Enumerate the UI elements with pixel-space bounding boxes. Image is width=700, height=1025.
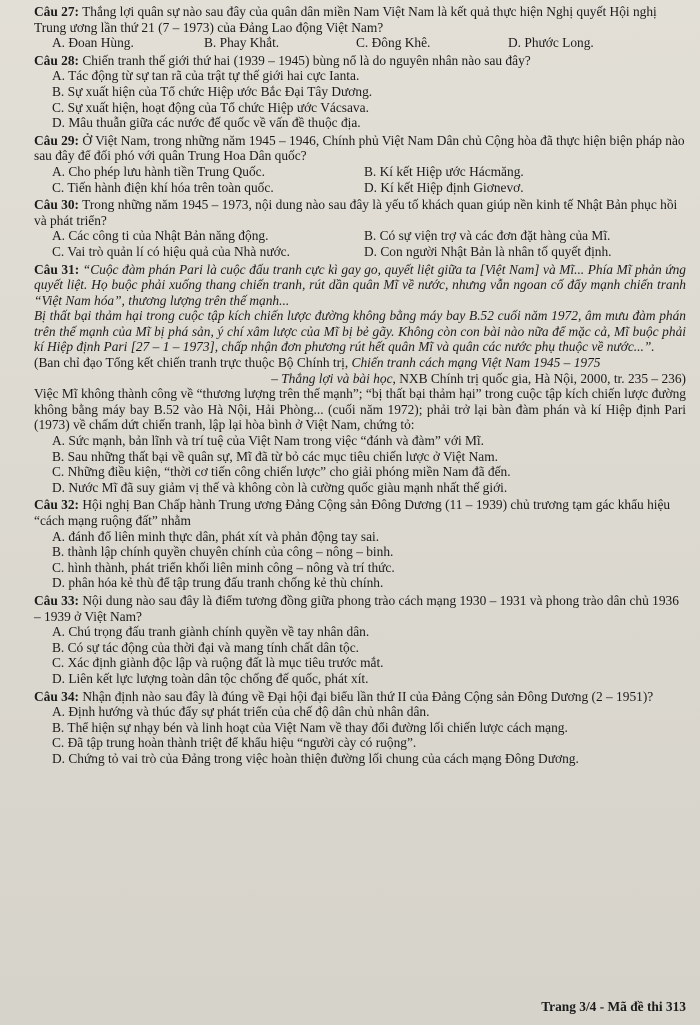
option-c[interactable]: C. Đã tập trung hoàn thành triệt để khẩu hiệu “người cày có ruộng”. (52, 735, 417, 751)
option-d[interactable]: D. Mâu thuẫn giữa các nước đế quốc về vấn đề thuộc địa. (52, 115, 361, 131)
option-d[interactable]: D. Liên kết lực lượng toàn dân tộc chống đế quốc, phát xít. (52, 670, 369, 686)
option-a[interactable]: A. Sức mạnh, bản lĩnh và trí tuệ của Việt Nam trong việc “đánh và đàm” với Mĩ. (52, 433, 485, 449)
question-30 (34, 197, 686, 259)
option-d[interactable]: D. Chứng tỏ vai trò của Đảng trong việc hoàn thiện đường lối chung của cách mạng Đông Dương. (52, 750, 579, 766)
question-28 (34, 53, 686, 131)
question-label: Câu 33: (34, 592, 80, 608)
question-27 (34, 4, 686, 51)
options-grid (52, 164, 686, 195)
option-d[interactable]: D. Phước Long. (508, 35, 594, 51)
option-b[interactable]: B. Có sự tác động của thời đại và mang tính chất dân tộc. (52, 639, 360, 655)
option-d[interactable]: D. Nước Mĩ đã suy giảm vị thế và không còn là cường quốc giàu mạnh nhất thế giới. (52, 479, 508, 495)
option-a[interactable]: A. Đoan Hùng. (52, 35, 134, 51)
options-grid (52, 228, 686, 259)
quote-paragraph-1: “Cuộc đàm phán Pari là cuộc đấu tranh cực kì gay go, quyết liệt giữa ta [Việt Nam] và Mĩ... Phía Mĩ phản ứng quyết liệt. Họ buộc phải xuống thang chiến tranh, rút dần quân Mĩ về nước, nhưng vẫn ngoan cố đẩy mạnh chiến tranh “Việt Nam hóa”, thương lượng trên thế mạnh... (34, 261, 686, 308)
question-29 (34, 133, 686, 195)
option-c[interactable]: C. Xác định giành độc lập và ruộng đất là mục tiêu trước mắt. (52, 655, 384, 671)
question-text: Nhận định nào sau đây là đúng về Đại hội đại biểu lần thứ II của Đảng Cộng sản Đông Dương (2 – 1951)? (82, 688, 654, 704)
option-d[interactable]: D. Con người Nhật Bản là nhân tố quyết định. (364, 243, 612, 259)
option-d[interactable]: D. Kí kết Hiệp định Giơnevơ. (364, 179, 524, 195)
options-row (52, 35, 686, 51)
question-32 (34, 497, 686, 591)
question-label: Câu 31: (34, 261, 80, 277)
option-a[interactable]: A. đánh đổ liên minh thực dân, phát xít và phản động tay sai. (52, 528, 380, 544)
option-b[interactable]: B. thành lập chính quyền chuyên chính của công – nông – binh. (52, 544, 394, 560)
option-b[interactable]: B. Kí kết Hiệp ước Hácmăng. (364, 163, 524, 179)
option-a[interactable]: A. Định hướng và thúc đẩy sự phát triển của chế độ dân chủ nhân dân. (52, 704, 430, 720)
option-c[interactable]: C. Sự xuất hiện, hoạt động của Tổ chức Hiệp ước Vácsava. (52, 99, 369, 115)
question-label: Câu 34: (34, 688, 80, 704)
question-34 (34, 689, 686, 767)
question-text: Thắng lợi quân sự nào sau đây của quân dân miền Nam Việt Nam là kết quả thực hiện Nghị quyết Hội nghị Trung ương lần thứ 21 (7 – 1973) của Đảng Lao động Việt Nam? (34, 4, 657, 35)
option-a[interactable]: A. Tác động từ sự tan rã của trật tự thế giới hai cực Ianta. (52, 68, 360, 84)
quote-paragraph-2: Bị thất bại thảm hại trong cuộc tập kích chiến lược đường không bằng máy bay B.52 cuối năm 1972, âm mưu đàm phán trên thế mạnh của Mĩ bị phá sản, ý chí xâm lược của Mĩ bị bẻ gãy. Không còn con bài nào nữa để mặc cả, Mĩ buộc phải kí Hiệp định Pari [27 – 1 – 1973], chấp nhận đơn phương rút hết quân Mĩ và quân các nước phụ thuộc về nước...”. (34, 308, 686, 355)
option-b[interactable]: B. Sự xuất hiện của Tổ chức Hiệp ước Bắc Đại Tây Dương. (52, 83, 373, 99)
option-b[interactable]: B. Thể hiện sự nhạy bén và linh hoạt của Việt Nam về thay đổi đường lối chiến lược cách mạng. (52, 719, 568, 735)
option-c[interactable]: C. Những điều kiện, “thời cơ tiến công chiến lược” cho giải phóng miền Nam đã đến. (52, 464, 511, 480)
option-a[interactable]: A. Các công ti của Nhật Bản năng động. (52, 228, 269, 244)
question-label: Câu 32: (34, 497, 80, 513)
option-c[interactable]: C. Vai trò quản lí có hiệu quả của Nhà nước. (52, 243, 290, 259)
option-a[interactable]: A. Cho phép lưu hành tiền Trung Quốc. (52, 163, 265, 179)
option-d[interactable]: D. phân hóa kẻ thù để tập trung đấu tranh chống kẻ thù chính. (52, 575, 384, 591)
question-33 (34, 593, 686, 687)
option-b[interactable]: B. Có sự viện trợ và các đơn đặt hàng của Mĩ. (364, 228, 611, 244)
question-text: Trong những năm 1945 – 1973, nội dung nào sau đây là yếu tố khách quan giúp nền kinh tế Nhật Bản phục hồi và phát triển? (34, 197, 678, 228)
question-label: Câu 30: (34, 197, 80, 213)
question-31 (34, 262, 686, 496)
quote-source: (Ban chỉ đạo Tổng kết chiến tranh trực thuộc Bộ Chính trị, Chiến tranh cách mạng Việt Nam 1945 – 1975 (34, 355, 601, 371)
question-text: Việc Mĩ không thành công về “thương lượng trên thế mạnh”; “bị thất bại thảm hại” trong cuộc tập kích chiến lược đường không bằng máy bay B.52 vào Hà Nội, Hải Phòng... (cuối năm 1972); phải trở lại bàn đàm phán và kí Hiệp định Pari (1973) về chấm dứt chiến tranh, lập lại hòa bình ở Việt Nam, chứng tỏ: (34, 386, 686, 433)
option-b[interactable]: B. Phay Khắt. (204, 35, 280, 51)
option-a[interactable]: A. Chú trọng đấu tranh giành chính quyền về tay nhân dân. (52, 624, 370, 640)
option-c[interactable]: C. Đông Khê. (356, 35, 431, 51)
option-c[interactable]: C. hình thành, phát triển khối liên minh công – nông và trí thức. (52, 559, 395, 575)
question-text: Ở Việt Nam, trong những năm 1945 – 1946, Chính phủ Việt Nam Dân chủ Cộng hòa đã thực hiện biện pháp nào sau đây để đối phó với quân Trung Hoa Dân quốc? (34, 132, 685, 164)
option-b[interactable]: B. Sau những thất bại về quân sự, Mĩ đã từ bỏ các mục tiêu chiến lược ở Việt Nam. (52, 448, 498, 464)
question-label: Câu 29: (34, 132, 80, 148)
question-label: Câu 27: (34, 4, 80, 19)
quote-source-cont: – Thắng lợi và bài học, NXB Chính trị quốc gia, Hà Nội, 2000, tr. 235 – 236) (271, 370, 686, 386)
page-footer: Trang 3/4 - Mã đề thi 313 (541, 999, 686, 1015)
question-text: Hội nghị Ban Chấp hành Trung ương Đảng Cộng sản Đông Dương (11 – 1939) chủ trương tạm gác khẩu hiệu “cách mạng ruộng đất” nhằm (34, 497, 671, 528)
option-c[interactable]: C. Tiến hành điện khí hóa trên toàn quốc. (52, 179, 274, 195)
question-text: Chiến tranh thế giới thứ hai (1939 – 1945) bùng nổ là do nguyên nhân nào sau đây? (82, 52, 531, 68)
question-label: Câu 28: (34, 52, 80, 68)
question-text: Nội dung nào sau đây là điểm tương đồng giữa phong trào cách mạng 1930 – 1931 và phong trào dân chủ 1936 – 1939 ở Việt Nam? (34, 592, 679, 624)
